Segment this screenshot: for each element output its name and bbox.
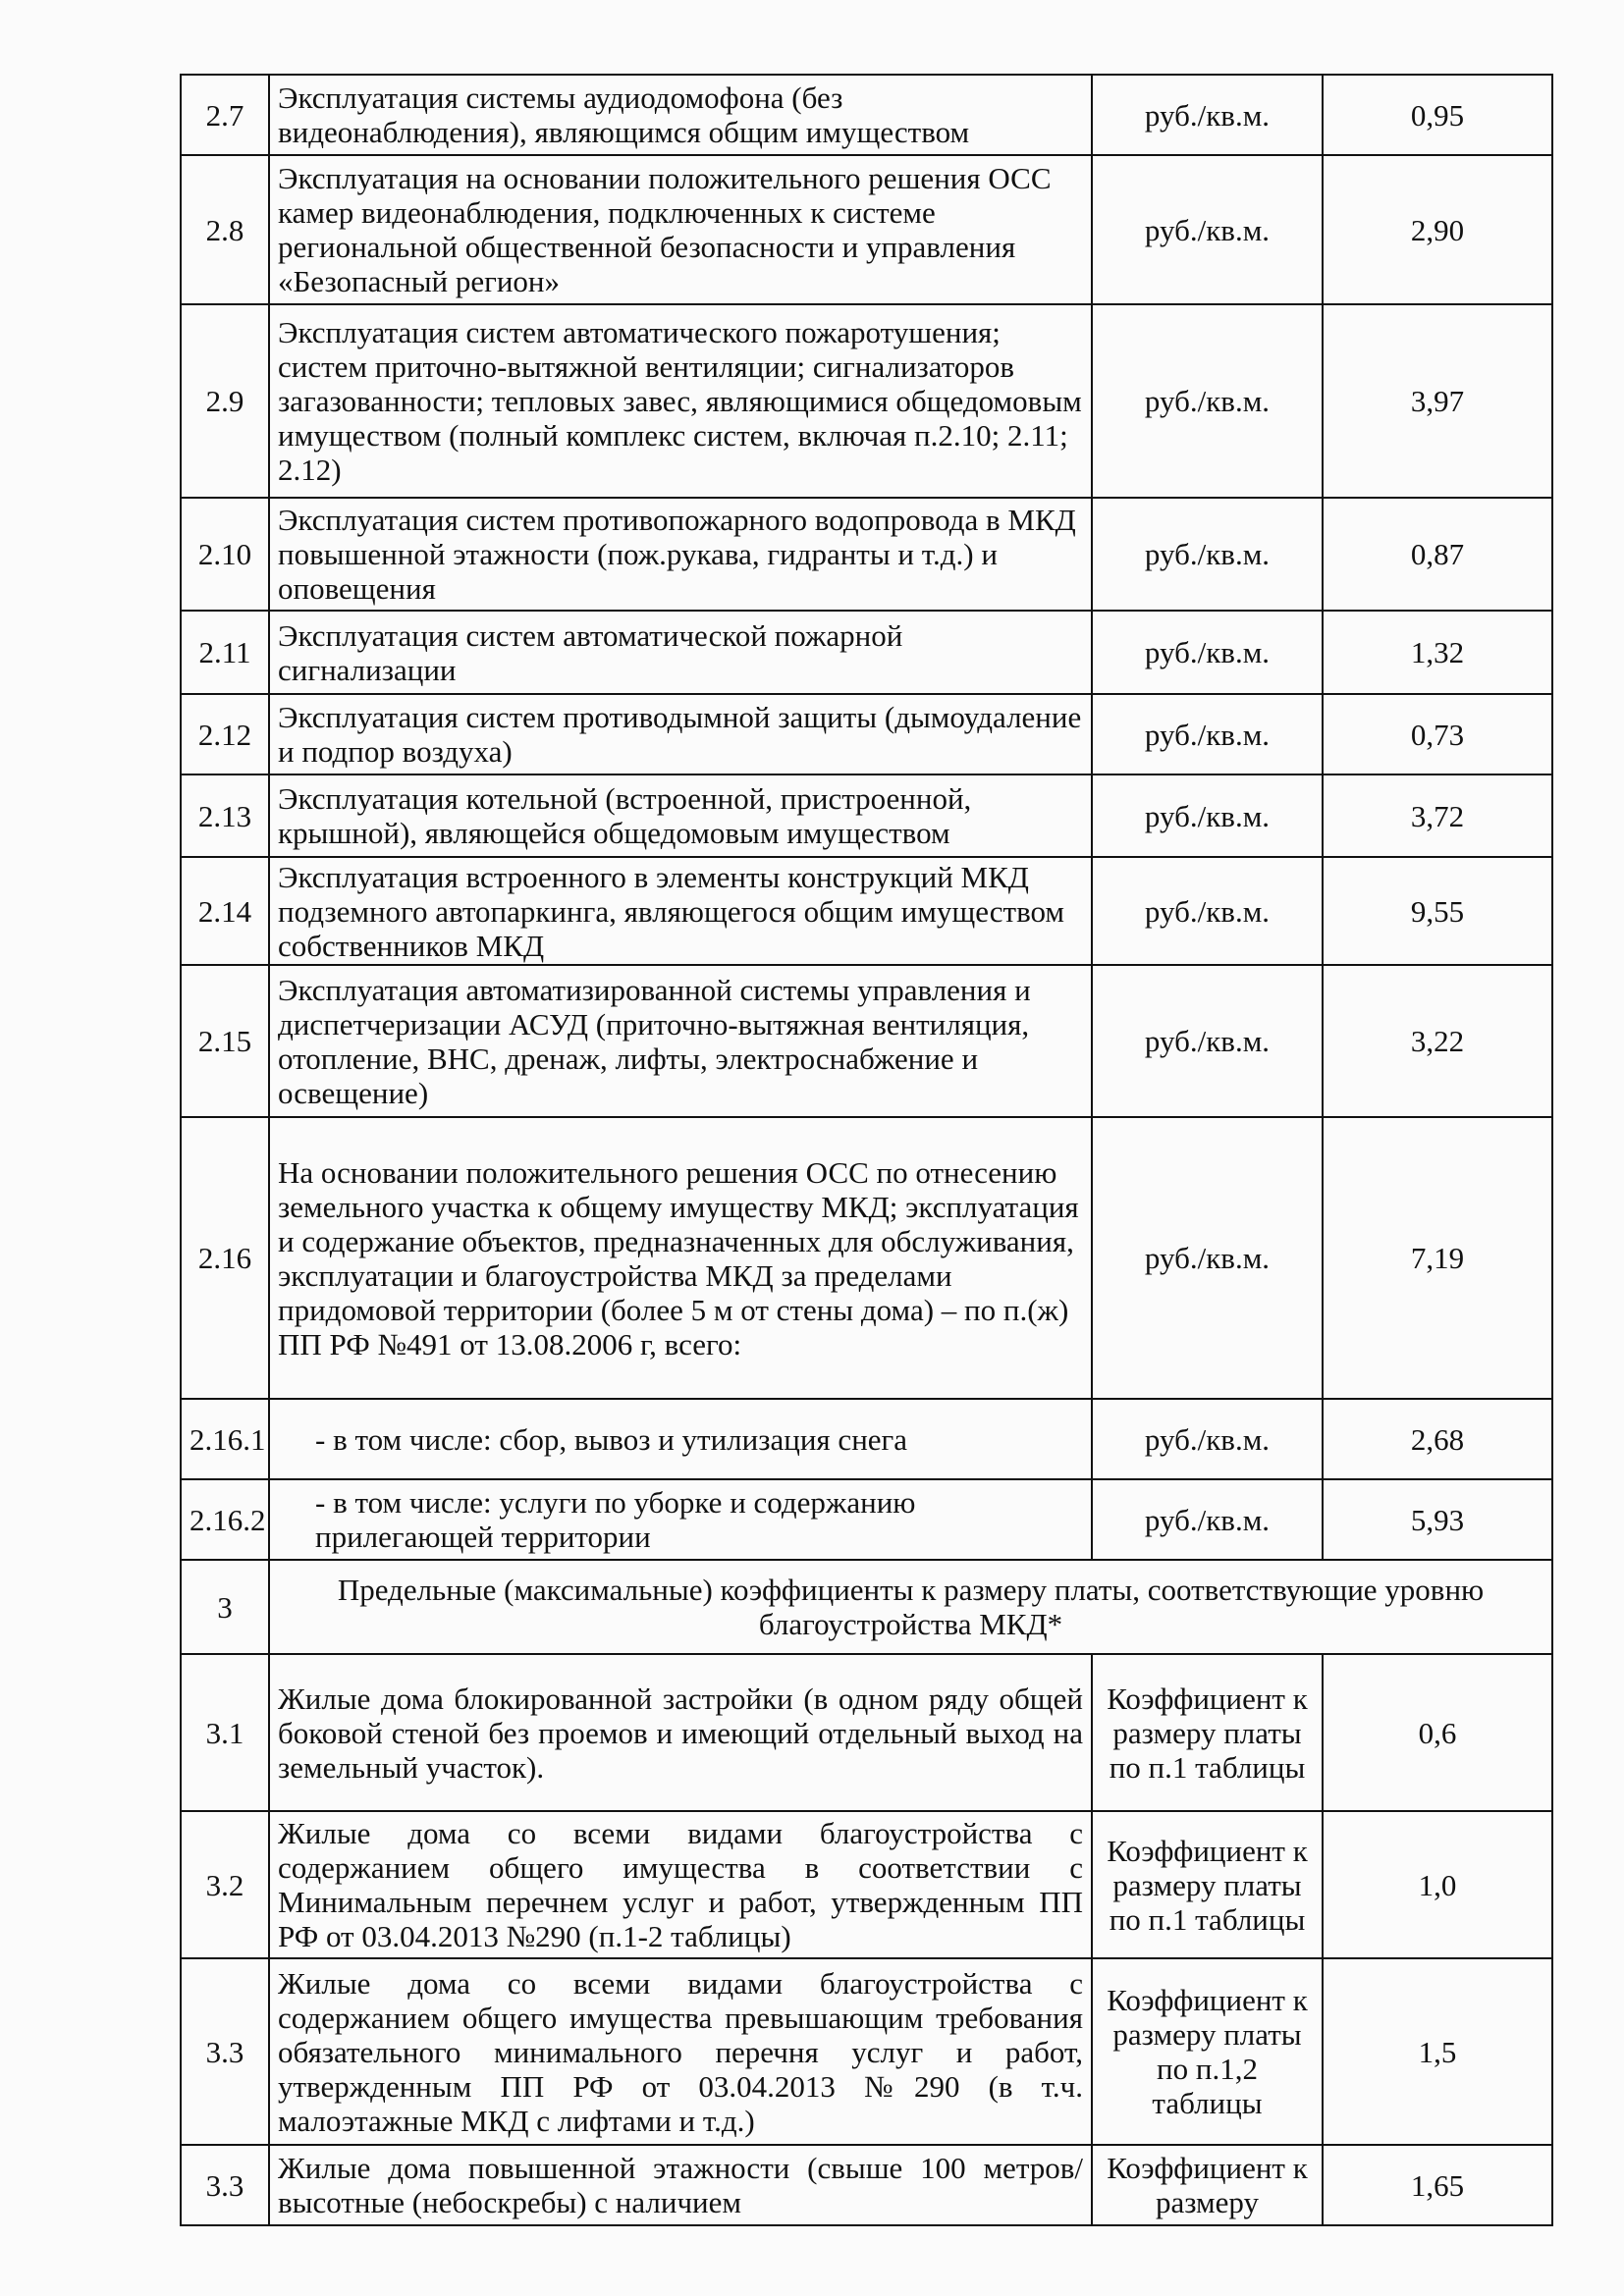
row-unit: руб./кв.м. (1092, 498, 1323, 611)
row-unit: руб./кв.м. (1092, 1117, 1323, 1399)
row-unit: Коэффициент к размеру платы по п.1 таблицы (1092, 1811, 1323, 1958)
section-title: Предельные (максимальные) коэффициенты к размеру платы, соответствующие уровню благоустройства МКД* (269, 1560, 1552, 1654)
row-unit: руб./кв.м. (1092, 774, 1323, 857)
row-number: 2.16.2 (181, 1479, 269, 1560)
row-number: 2.7 (181, 75, 269, 155)
table-row (181, 857, 1552, 965)
table-row (181, 1479, 1552, 1560)
row-unit: руб./кв.м. (1092, 304, 1323, 498)
row-unit: руб./кв.м. (1092, 1399, 1323, 1479)
row-description: Эксплуатация котельной (встроенной, пристроенной, крышной), являющейся общедомовым имуществом (269, 774, 1092, 857)
row-description: На основании положительного решения ОСС по отнесению земельного участка к общему имуществу МКД; эксплуатация и содержание объектов, предназначенных для обслуживания, эксплуатации и благоустройства МКД за пределами придомовой территории (более 5 м от стены дома) – по п.(ж) ПП РФ №491 от 13.08.2006 г, всего: (269, 1117, 1092, 1399)
table-row (181, 1811, 1552, 1958)
row-value: 1,5 (1323, 1958, 1552, 2145)
row-unit: руб./кв.м. (1092, 965, 1323, 1117)
row-value: 2,90 (1323, 155, 1552, 304)
table-row (181, 774, 1552, 857)
row-number: 2.16.1 (181, 1399, 269, 1479)
row-unit: руб./кв.м. (1092, 857, 1323, 965)
row-value: 3,97 (1323, 304, 1552, 498)
row-value: 5,93 (1323, 1479, 1552, 1560)
table-row (181, 498, 1552, 611)
row-value: 2,68 (1323, 1399, 1552, 1479)
row-description: Эксплуатация встроенного в элементы конструкций МКД подземного автопаркинга, являющегося общим имуществом собственников МКД (269, 857, 1092, 965)
row-description: Эксплуатация систем автоматического пожаротушения; систем приточно-вытяжной вентиляции; сигнализаторов загазованности; тепловых завес, являющимися общедомовым имуществом (полный комплекс систем, включая п.2.10; 2.11; 2.12) (269, 304, 1092, 498)
row-value: 1,0 (1323, 1811, 1552, 1958)
row-description: Эксплуатация систем противопожарного водопровода в МКД повышенной этажности (пож.рукава, гидранты и т.д.) и оповещения (269, 498, 1092, 611)
row-description: Эксплуатация автоматизированной системы управления и диспетчеризации АСУД (приточно-вытяжная вентиляция, отопление, ВНС, дренаж, лифты, электроснабжение и освещение) (269, 965, 1092, 1117)
row-description: Жилые дома со всеми видами благоустройства с содержанием общего имущества в соответствии с Минимальным перечнем услуг и работ, утвержденным ПП РФ от 03.04.2013 №290 (п.1-2 таблицы) (269, 1811, 1092, 1958)
row-description: - в том числе: услуги по уборке и содержанию прилегающей территории (269, 1479, 1092, 1560)
row-number: 2.14 (181, 857, 269, 965)
table-row (181, 1399, 1552, 1479)
row-description: Эксплуатация систем противодымной защиты (дымоудаление и подпор воздуха) (269, 694, 1092, 774)
row-value: 1,65 (1323, 2145, 1552, 2225)
row-unit: руб./кв.м. (1092, 155, 1323, 304)
row-unit: Коэффициент к размеру платы по п.1,2 таблицы (1092, 1958, 1323, 2145)
row-description: Эксплуатация систем автоматической пожарной сигнализации (269, 611, 1092, 694)
row-description: Жилые дома блокированной застройки (в одном ряду общей боковой стеной без проемов и имеющий отдельный выход на земельный участок). (269, 1654, 1092, 1811)
row-value: 0,73 (1323, 694, 1552, 774)
table-row (181, 2145, 1552, 2225)
row-unit: руб./кв.м. (1092, 694, 1323, 774)
table-row (181, 1117, 1552, 1399)
row-number: 3.3 (181, 1958, 269, 2145)
row-value: 7,19 (1323, 1117, 1552, 1399)
table-row (181, 694, 1552, 774)
table-row (181, 611, 1552, 694)
row-number: 2.13 (181, 774, 269, 857)
row-value: 9,55 (1323, 857, 1552, 965)
row-value: 3,22 (1323, 965, 1552, 1117)
row-description: Жилые дома повышенной этажности (свыше 100 метров/ высотные (небоскребы) с наличием (269, 2145, 1092, 2225)
row-description: Жилые дома со всеми видами благоустройства с содержанием общего имущества превышающим требования обязательного минимального перечня услуг и работ, утвержденным ПП РФ от 03.04.2013 №290 (в т.ч. малоэтажные МКД с лифтами и т.д.) (269, 1958, 1092, 2145)
row-number: 3.1 (181, 1654, 269, 1811)
row-value: 0,95 (1323, 75, 1552, 155)
section-number: 3 (181, 1560, 269, 1654)
row-number: 2.8 (181, 155, 269, 304)
row-value: 3,72 (1323, 774, 1552, 857)
table-row (181, 304, 1552, 498)
row-unit: Коэффициент к размеру (1092, 2145, 1323, 2225)
row-number: 2.11 (181, 611, 269, 694)
table-row (181, 1654, 1552, 1811)
row-unit: руб./кв.м. (1092, 611, 1323, 694)
row-value: 1,32 (1323, 611, 1552, 694)
table-row (181, 965, 1552, 1117)
row-number: 2.12 (181, 694, 269, 774)
tariff-table (180, 74, 1553, 2226)
table-row (181, 155, 1552, 304)
row-number: 3.2 (181, 1811, 269, 1958)
row-unit: Коэффициент к размеру платы по п.1 таблицы (1092, 1654, 1323, 1811)
row-unit: руб./кв.м. (1092, 1479, 1323, 1560)
row-value: 0,6 (1323, 1654, 1552, 1811)
row-description: Эксплуатация системы аудиодомофона (без видеонаблюдения), являющимся общим имуществом (269, 75, 1092, 155)
row-number: 2.16 (181, 1117, 269, 1399)
row-value: 0,87 (1323, 498, 1552, 611)
row-number: 2.10 (181, 498, 269, 611)
row-unit: руб./кв.м. (1092, 75, 1323, 155)
row-number: 2.9 (181, 304, 269, 498)
row-number: 2.15 (181, 965, 269, 1117)
table-row (181, 1958, 1552, 2145)
section-row (181, 1560, 1552, 1654)
row-number: 3.3 (181, 2145, 269, 2225)
table-row (181, 75, 1552, 155)
row-description: Эксплуатация на основании положительного решения ОСС камер видеонаблюдения, подключенных к системе региональной общественной безопасности и управления «Безопасный регион» (269, 155, 1092, 304)
row-description: - в том числе: сбор, вывоз и утилизация снега (269, 1399, 1092, 1479)
